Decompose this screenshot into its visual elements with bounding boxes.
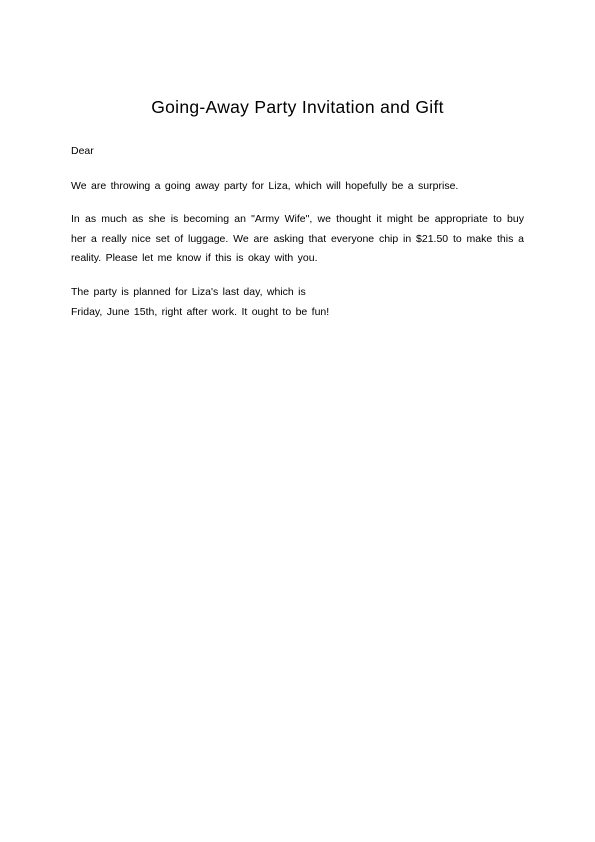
- salutation: Dear: [71, 145, 94, 157]
- paragraph-announcement: We are throwing a going away party for Liza, which will hopefully be a surprise.: [71, 180, 459, 192]
- party-details-line-1: The party is planned for Liza's last day, which is: [71, 286, 306, 298]
- document-title: Going-Away Party Invitation and Gift: [151, 97, 444, 117]
- paragraph-party-details: [71, 283, 524, 322]
- party-details-line-2: Friday, June 15th, right after work. It ought to be fun!: [71, 305, 330, 318]
- paragraph-gift-request: In as much as she is becoming an "Army Wife", we thought it might be appropriate to buy her a really nice set of luggage. We are asking that everyone chip in $21.50 to make this a reality. Please let me know if this is okay with you.: [71, 213, 524, 264]
